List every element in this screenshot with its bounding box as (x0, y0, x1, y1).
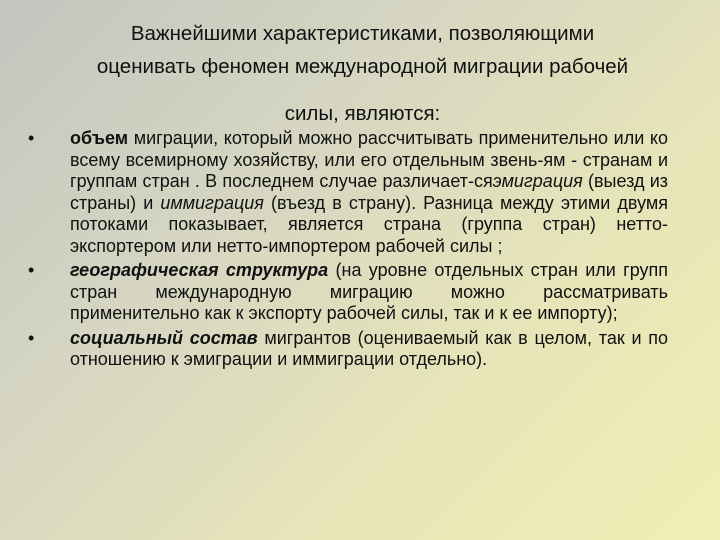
bullet-list (28, 128, 668, 374)
bullet-marker: • (28, 260, 35, 280)
term-volume: объем (70, 128, 129, 148)
term-immigration: иммиграция (160, 192, 264, 213)
title-line-3: силы, являются: (284, 102, 441, 125)
bullet-item-social (28, 328, 668, 371)
title-line-1: Важнейшими характеристиками, позволяющими (130, 22, 595, 45)
bullet-text: (выезд из страны) и (70, 171, 669, 213)
term-geographic-structure: географическая структура (70, 260, 329, 280)
slide-title (30, 17, 695, 130)
bullet-text: мигрантов (оцениваемый как в целом, так и по отношению к эмиграции и иммиграции отдельно). (70, 327, 668, 369)
term-social-composition: социальный состав (70, 327, 258, 348)
bullet-marker: • (28, 327, 35, 348)
bullet-text: (на уровне отдельных стран или групп стран международную миграцию можно рассматривать применительно как к экспорту рабочей силы, так и к ее импорту); (70, 260, 668, 323)
bullet-text: (въезд в страну). Разница между этими двумя потоками показывает, является страна (группа стран) нетто-экспортером или нетто-импортером рабочей силы ; (70, 192, 669, 256)
bullet-item-geography (28, 260, 668, 325)
bullet-item-volume (28, 128, 668, 257)
bullet-marker: • (28, 128, 35, 148)
term-emigration: эмиграция (492, 171, 583, 191)
bullet-text: миграции, который можно рассчитывать применительно или ко всему всемирному хозяйству, или его отдельным звень-ям - странам и группам стран . В последнем случае различает-ся (70, 128, 668, 191)
title-line-2: оценивать феномен международной миграции рабочей (96, 55, 629, 78)
